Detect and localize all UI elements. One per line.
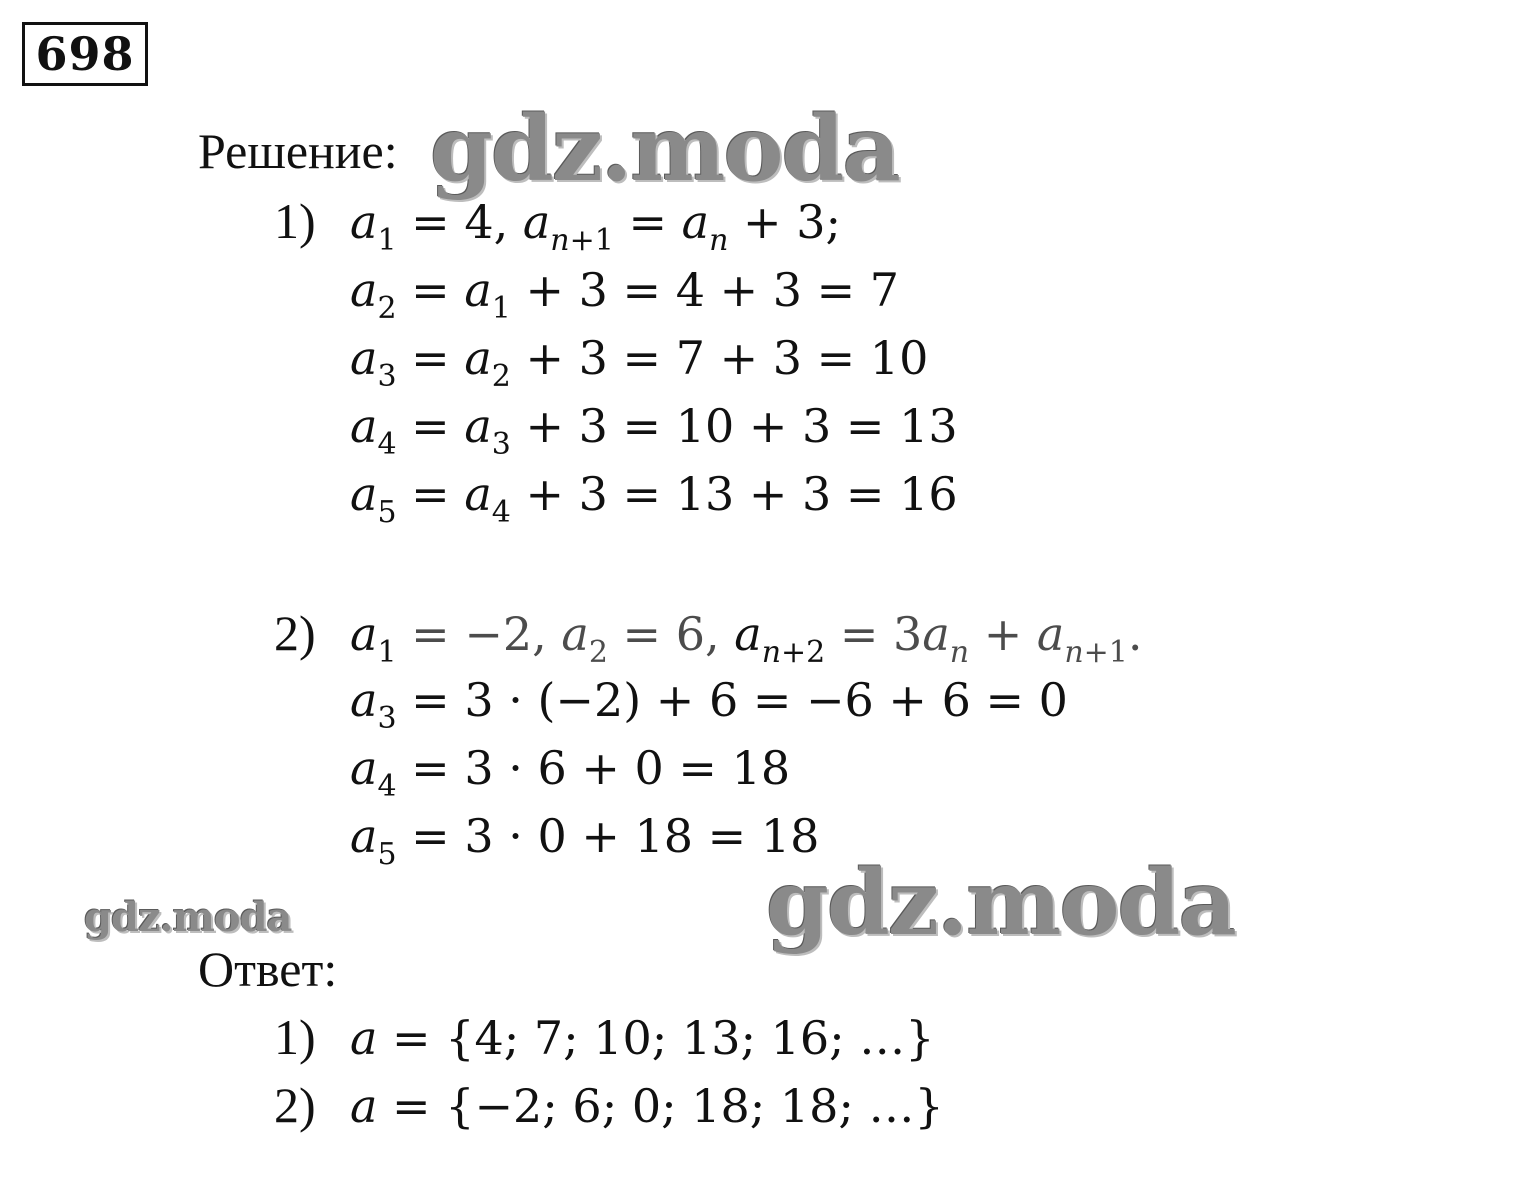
part1-line-a2: $a_2 = a_1 + 3 = 4 + 3 = 7$: [350, 263, 900, 326]
part1-line-a3: $a_3 = a_2 + 3 = 7 + 3 = 10$: [350, 331, 929, 394]
part1-line-a4: $a_4 = a_3 + 3 = 10 + 3 = 13$: [350, 399, 958, 462]
part2-given: $a_1 = -2$, $a_2 = 6$, $a_{n+2} = 3a_n + a_{n+1}$.: [350, 607, 1143, 670]
watermark-top: gdz.moda: [430, 96, 899, 202]
part1-line-a5: $a_5 = a_4 + 3 = 13 + 3 = 16$: [350, 467, 958, 530]
answer2-set: a = {−2; 6; 0; 18; 18; …}: [350, 1079, 944, 1133]
part1-number: 1): [274, 193, 316, 249]
answer1-number: 1): [274, 1009, 316, 1065]
part2-line-a4: $a_4 = 3 \cdot 6 + 0 = 18$: [350, 741, 791, 804]
answer-heading: Ответ:: [198, 941, 338, 997]
part2-number: 2): [274, 605, 316, 661]
solution-heading: Решение:: [198, 123, 398, 179]
problem-number: 698: [22, 22, 148, 86]
watermark-left: gdz.moda: [84, 894, 292, 941]
part2-line-a3: $a_3 = 3 \cdot (-2) + 6 = -6 + 6 = 0$: [350, 673, 1068, 736]
answer2-number: 2): [274, 1077, 316, 1133]
part2-line-a5: $a_5 = 3 \cdot 0 + 18 = 18$: [350, 809, 820, 872]
answer1-set: a = {4; 7; 10; 13; 16; …}: [350, 1011, 935, 1065]
part1-given: $a_1 = 4$, $a_{n+1} = a_n + 3$;: [350, 195, 841, 258]
watermark-middle: gdz.moda: [766, 850, 1235, 956]
